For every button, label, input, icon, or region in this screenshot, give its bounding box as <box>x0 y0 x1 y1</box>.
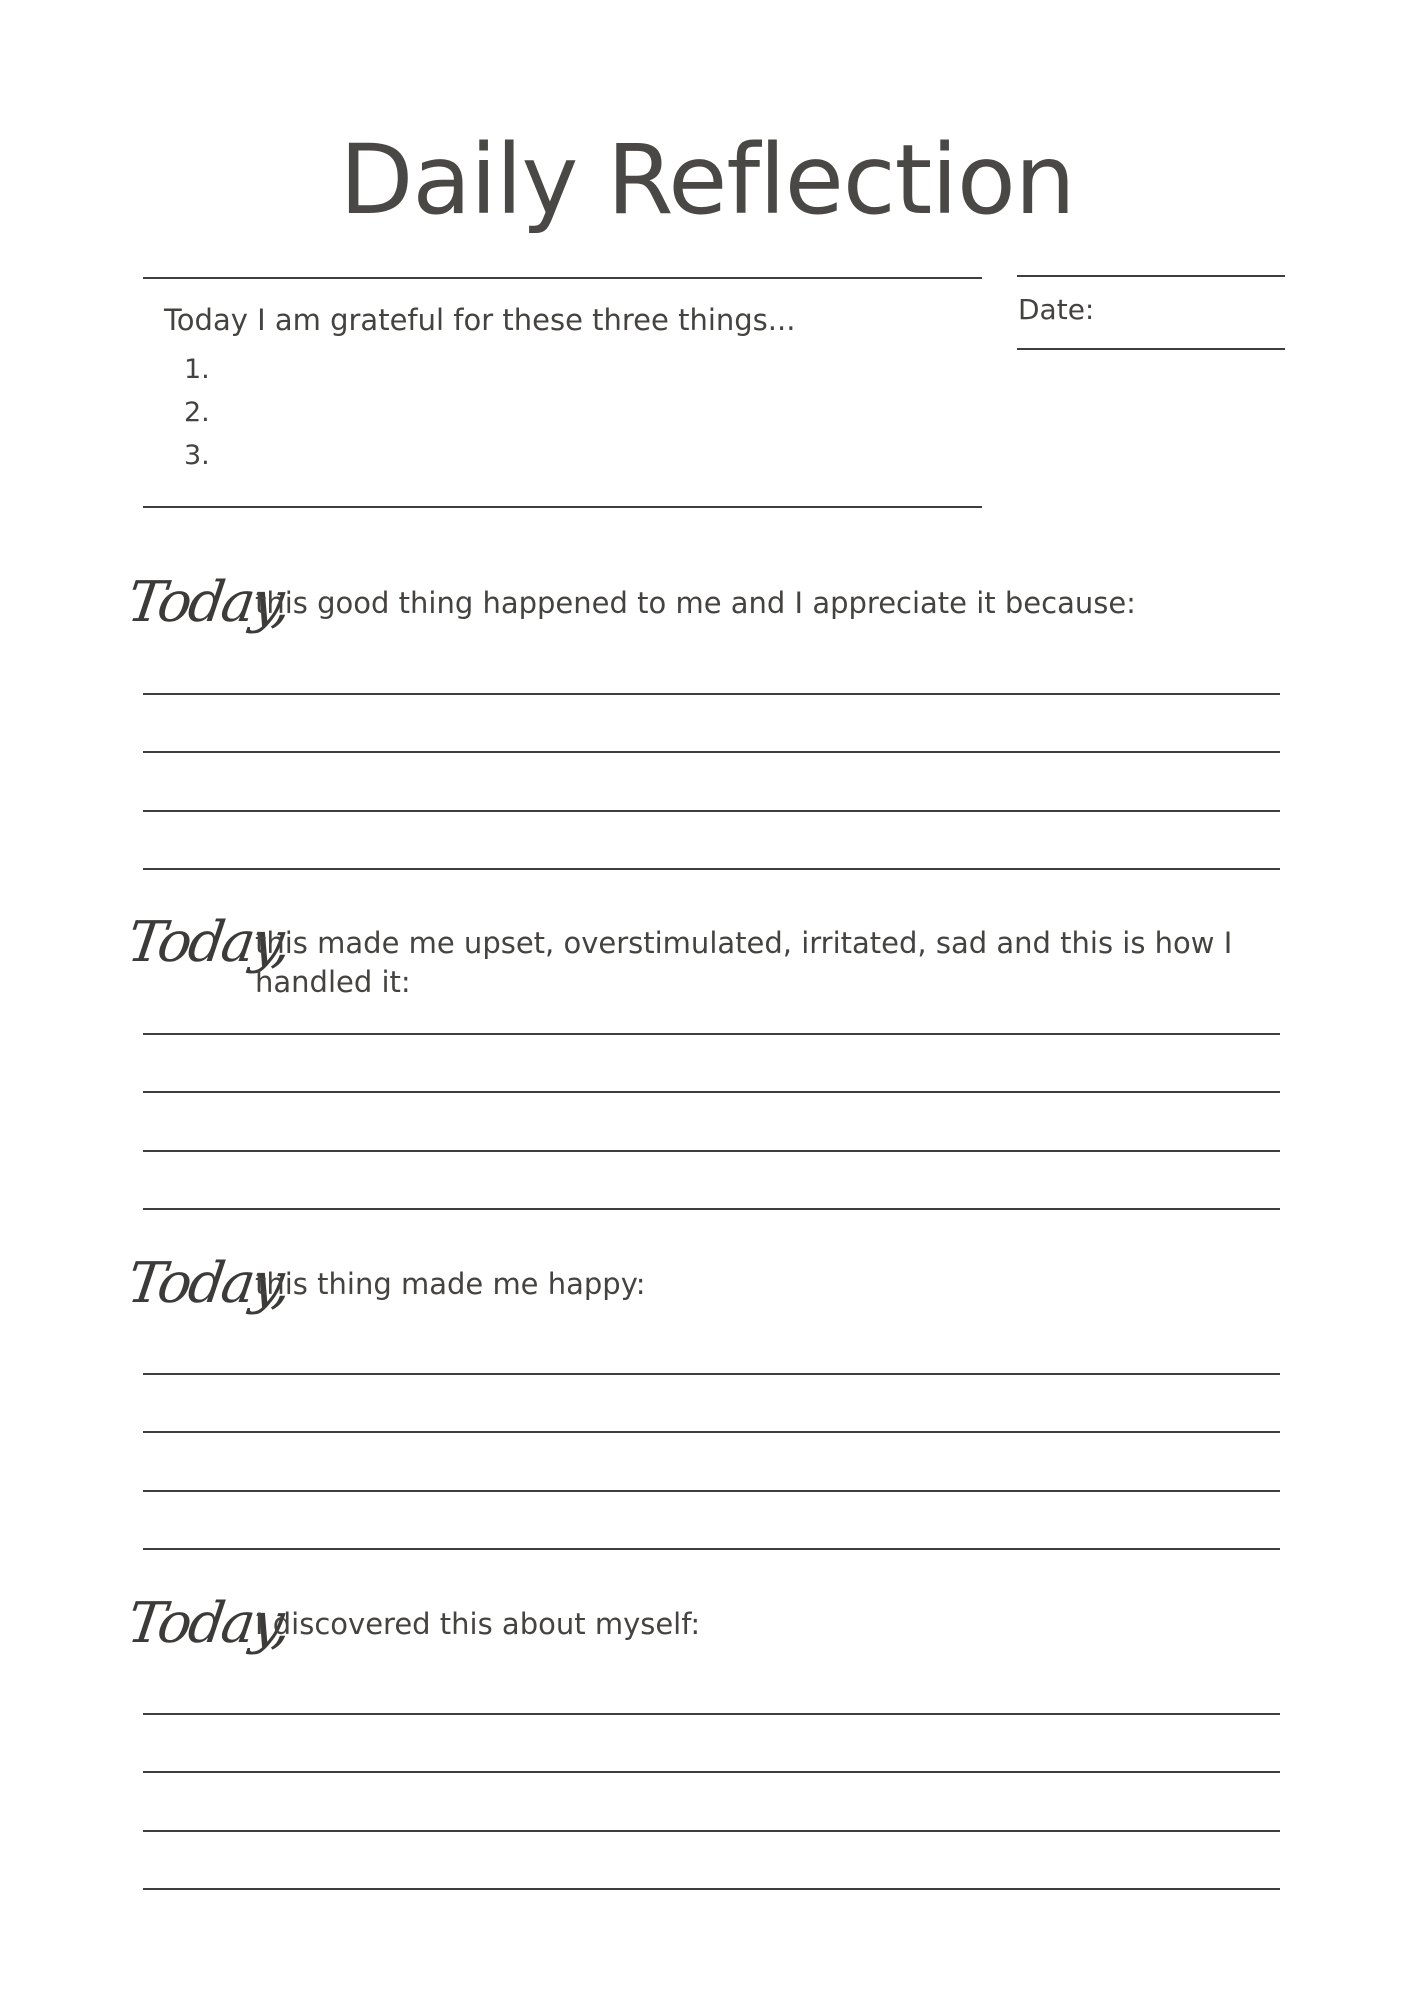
writing-line[interactable] <box>143 1490 1280 1492</box>
gratitude-top-line <box>143 277 982 279</box>
writing-line[interactable] <box>143 1771 1280 1773</box>
writing-line[interactable] <box>143 693 1280 695</box>
writing-line[interactable] <box>143 1713 1280 1715</box>
gratitude-item-1: 1. <box>184 354 210 385</box>
prompt-good-thing: this good thing happened to me and I appreciate it because: <box>255 586 1136 620</box>
writing-line[interactable] <box>143 1431 1280 1433</box>
writing-line[interactable] <box>143 751 1280 753</box>
prompt-happy: this thing made me happy: <box>255 1267 646 1301</box>
page-title: Daily Reflection <box>339 124 1075 236</box>
writing-line[interactable] <box>143 1830 1280 1832</box>
writing-line[interactable] <box>143 1548 1280 1550</box>
today-script-1: Today, <box>123 570 293 635</box>
writing-line[interactable] <box>143 868 1280 870</box>
date-bottom-line <box>1017 348 1285 350</box>
gratitude-item-3: 3. <box>184 440 210 471</box>
writing-line[interactable] <box>143 810 1280 812</box>
date-top-line <box>1017 275 1285 277</box>
writing-line[interactable] <box>143 1208 1280 1210</box>
gratitude-bottom-line <box>143 506 982 508</box>
today-script-3: Today, <box>123 1251 293 1316</box>
gratitude-item-2: 2. <box>184 397 210 428</box>
date-label: Date: <box>1018 293 1095 326</box>
today-script-4: Today, <box>123 1591 293 1656</box>
writing-line[interactable] <box>143 1373 1280 1375</box>
prompt-discovered: I discovered this about myself: <box>255 1607 701 1641</box>
writing-line[interactable] <box>143 1091 1280 1093</box>
writing-line[interactable] <box>143 1150 1280 1152</box>
writing-line[interactable] <box>143 1888 1280 1890</box>
writing-line[interactable] <box>143 1033 1280 1035</box>
gratitude-heading: Today I am grateful for these three things... <box>164 303 796 337</box>
prompt-upset: this made me upset, overstimulated, irritated, sad and this is how I handled it: <box>255 926 1233 999</box>
today-script-2: Today, <box>123 910 293 975</box>
